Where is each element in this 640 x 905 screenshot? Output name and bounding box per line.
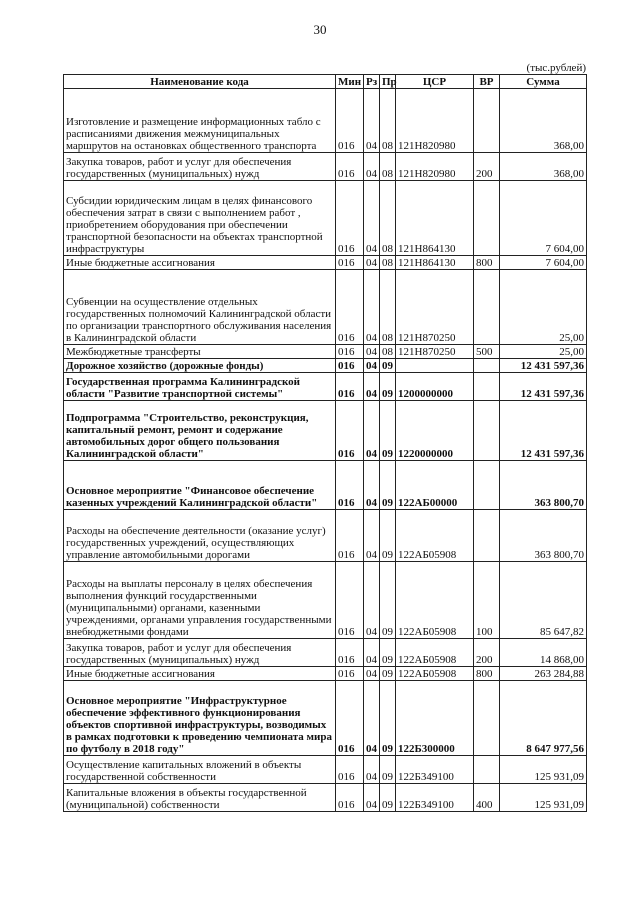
- table-row: [64, 345, 587, 359]
- cell-min: 016: [336, 784, 364, 812]
- cell-sum: 14 868,00: [500, 639, 587, 667]
- cell-pr: 08: [380, 345, 396, 359]
- cell-name: Иные бюджетные ассигнования: [64, 256, 336, 270]
- cell-csr: 122АБ00000: [396, 461, 474, 510]
- cell-rz: 04: [364, 256, 380, 270]
- table-row: [64, 562, 587, 639]
- cell-csr: 122Б349100: [396, 784, 474, 812]
- cell-csr: 1200000000: [396, 373, 474, 401]
- table-row: [64, 401, 587, 461]
- cell-sum: 25,00: [500, 270, 587, 345]
- table-row: [64, 373, 587, 401]
- table-row: [64, 181, 587, 256]
- cell-sum: 363 800,70: [500, 461, 587, 510]
- cell-vr: [474, 461, 500, 510]
- cell-pr: 09: [380, 667, 396, 681]
- cell-csr: [396, 359, 474, 373]
- cell-pr: 09: [380, 756, 396, 784]
- cell-min: 016: [336, 256, 364, 270]
- cell-vr: [474, 510, 500, 562]
- cell-name: Подпрограмма "Строительство, реконструкция, капитальный ремонт, ремонт и содержание автомобильных дорог общего пользования Калининградской области": [64, 401, 336, 461]
- cell-min: 016: [336, 270, 364, 345]
- cell-sum: 125 931,09: [500, 784, 587, 812]
- cell-sum: 12 431 597,36: [500, 359, 587, 373]
- cell-csr: 122АБ05908: [396, 510, 474, 562]
- header-vr: ВР: [474, 75, 500, 89]
- cell-vr: 800: [474, 256, 500, 270]
- cell-sum: 363 800,70: [500, 510, 587, 562]
- cell-name: Иные бюджетные ассигнования: [64, 667, 336, 681]
- table-row: [64, 510, 587, 562]
- cell-pr: 09: [380, 401, 396, 461]
- cell-name: Межбюджетные трансферты: [64, 345, 336, 359]
- cell-min: 016: [336, 756, 364, 784]
- cell-pr: 09: [380, 373, 396, 401]
- header-rz: Рз: [364, 75, 380, 89]
- cell-csr: 121Н870250: [396, 345, 474, 359]
- cell-min: 016: [336, 373, 364, 401]
- cell-min: 016: [336, 681, 364, 756]
- table-row: [64, 681, 587, 756]
- cell-vr: 200: [474, 639, 500, 667]
- cell-rz: 04: [364, 345, 380, 359]
- cell-csr: 122АБ05908: [396, 562, 474, 639]
- cell-sum: 7 604,00: [500, 181, 587, 256]
- cell-rz: 04: [364, 153, 380, 181]
- table-body: [64, 89, 587, 812]
- cell-min: 016: [336, 401, 364, 461]
- header-sum: Сумма: [500, 75, 587, 89]
- cell-rz: 04: [364, 639, 380, 667]
- cell-name: Основное мероприятие "Финансовое обеспечение казенных учреждений Калининградской области": [64, 461, 336, 510]
- cell-csr: 121Н820980: [396, 153, 474, 181]
- cell-pr: 08: [380, 256, 396, 270]
- cell-csr: 121Н820980: [396, 89, 474, 153]
- cell-name: Закупка товаров, работ и услуг для обеспечения государственных (муниципальных) нужд: [64, 639, 336, 667]
- cell-pr: 08: [380, 89, 396, 153]
- table-header-row: [64, 75, 587, 89]
- cell-csr: 122Б349100: [396, 756, 474, 784]
- cell-rz: 04: [364, 756, 380, 784]
- cell-vr: [474, 181, 500, 256]
- cell-vr: [474, 756, 500, 784]
- cell-pr: 09: [380, 562, 396, 639]
- cell-rz: 04: [364, 510, 380, 562]
- cell-vr: [474, 270, 500, 345]
- cell-min: 016: [336, 181, 364, 256]
- cell-sum: 85 647,82: [500, 562, 587, 639]
- cell-rz: 04: [364, 373, 380, 401]
- cell-vr: [474, 681, 500, 756]
- table-row: [64, 359, 587, 373]
- cell-rz: 04: [364, 359, 380, 373]
- cell-rz: 04: [364, 681, 380, 756]
- cell-min: 016: [336, 667, 364, 681]
- cell-sum: 8 647 977,56: [500, 681, 587, 756]
- cell-sum: 25,00: [500, 345, 587, 359]
- cell-min: 016: [336, 359, 364, 373]
- page-number: 30: [313, 22, 327, 37]
- cell-name: Изготовление и размещение информационных табло с расписаниями движения межмуниципальных маршрутов на остановках общественного транспорта: [64, 89, 336, 153]
- cell-csr: 121Н870250: [396, 270, 474, 345]
- cell-vr: 800: [474, 667, 500, 681]
- cell-min: 016: [336, 510, 364, 562]
- cell-name: Расходы на обеспечение деятельности (оказание услуг) государственных учреждений, осуществляющих управление автомобильными дорогами: [64, 510, 336, 562]
- cell-vr: 100: [474, 562, 500, 639]
- cell-sum: 125 931,09: [500, 756, 587, 784]
- cell-min: 016: [336, 639, 364, 667]
- cell-vr: [474, 373, 500, 401]
- cell-rz: 04: [364, 89, 380, 153]
- cell-pr: 08: [380, 153, 396, 181]
- cell-pr: 09: [380, 639, 396, 667]
- cell-csr: 122АБ05908: [396, 667, 474, 681]
- cell-name: Субсидии юридическим лицам в целях финансового обеспечения затрат в связи с выполнением работ , приобретением оборудования при обеспечении транспортной безопасности на объектах транспортной инфраструктуры: [64, 181, 336, 256]
- table-row: [64, 153, 587, 181]
- cell-pr: 08: [380, 270, 396, 345]
- cell-rz: 04: [364, 270, 380, 345]
- cell-vr: [474, 89, 500, 153]
- cell-csr: 122АБ05908: [396, 639, 474, 667]
- cell-name: Капитальные вложения в объекты государственной (муниципальной) собственности: [64, 784, 336, 812]
- cell-vr: 200: [474, 153, 500, 181]
- cell-pr: 09: [380, 681, 396, 756]
- table-row: [64, 270, 587, 345]
- cell-pr: 09: [380, 784, 396, 812]
- header-min: Мин: [336, 75, 364, 89]
- cell-vr: [474, 401, 500, 461]
- table-row: [64, 784, 587, 812]
- cell-pr: 09: [380, 461, 396, 510]
- cell-pr: 09: [380, 359, 396, 373]
- table-row: [64, 667, 587, 681]
- cell-min: 016: [336, 562, 364, 639]
- cell-sum: 12 431 597,36: [500, 401, 587, 461]
- cell-csr: 121Н864130: [396, 256, 474, 270]
- header-csr: ЦСР: [396, 75, 474, 89]
- cell-min: 016: [336, 345, 364, 359]
- cell-rz: 04: [364, 181, 380, 256]
- cell-sum: 263 284,88: [500, 667, 587, 681]
- cell-name: Основное мероприятие "Инфраструктурное обеспечение эффективного функционирования объектов спортивной инфраструктуры, возводимых в рамках подготовки к проведению чемпионата мира по футболу в 2018 году": [64, 681, 336, 756]
- cell-sum: 12 431 597,36: [500, 373, 587, 401]
- cell-rz: 04: [364, 784, 380, 812]
- cell-vr: [474, 359, 500, 373]
- table-row: [64, 461, 587, 510]
- table-row: [64, 256, 587, 270]
- cell-name: Закупка товаров, работ и услуг для обеспечения государственных (муниципальных) нужд: [64, 153, 336, 181]
- cell-vr: 500: [474, 345, 500, 359]
- header-name: Наименование кода: [64, 75, 336, 89]
- cell-rz: 04: [364, 461, 380, 510]
- budget-table: [63, 74, 587, 812]
- cell-rz: 04: [364, 667, 380, 681]
- cell-pr: 09: [380, 510, 396, 562]
- cell-name: Расходы на выплаты персоналу в целях обеспечения выполнения функций государственными (муниципальными) органами, казенными учреждениями, органами управления государственными внебюджетными фондами: [64, 562, 336, 639]
- cell-name: Субвенции на осуществление отдельных государственных полномочий Калининградской области по организации транспортного обслуживания населения в Калининградской области: [64, 270, 336, 345]
- cell-sum: 7 604,00: [500, 256, 587, 270]
- cell-pr: 08: [380, 181, 396, 256]
- cell-min: 016: [336, 461, 364, 510]
- cell-rz: 04: [364, 401, 380, 461]
- cell-name: Государственная программа Калининградской области "Развитие транспортной системы": [64, 373, 336, 401]
- cell-csr: 122Б300000: [396, 681, 474, 756]
- table-row: [64, 639, 587, 667]
- cell-sum: 368,00: [500, 153, 587, 181]
- cell-csr: 121Н864130: [396, 181, 474, 256]
- cell-min: 016: [336, 153, 364, 181]
- cell-vr: 400: [474, 784, 500, 812]
- cell-name: Дорожное хозяйство (дорожные фонды): [64, 359, 336, 373]
- units-label: (тыс.рублей): [526, 62, 586, 74]
- cell-name: Осуществление капитальных вложений в объекты государственной собственности: [64, 756, 336, 784]
- table-row: [64, 756, 587, 784]
- cell-rz: 04: [364, 562, 380, 639]
- cell-csr: 1220000000: [396, 401, 474, 461]
- table-row: [64, 89, 587, 153]
- cell-sum: 368,00: [500, 89, 587, 153]
- cell-min: 016: [336, 89, 364, 153]
- header-pr: Пр: [380, 75, 396, 89]
